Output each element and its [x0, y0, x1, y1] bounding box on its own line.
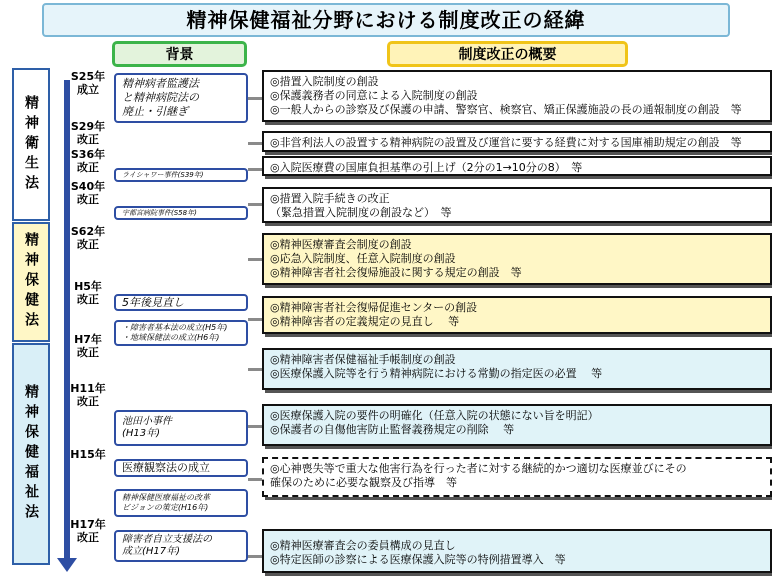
background-item: 5年後見直し: [114, 294, 248, 311]
overview-item: ◎精神障害者社会復帰促進センターの創設 ◎精神障害者の定義規定の見直し 等: [262, 296, 772, 334]
background-item: ライシャワー事件(S39年): [114, 168, 248, 182]
connector-line: [248, 555, 262, 558]
overview-item: ◎措置入院制度の創設 ◎保護義務者の同意による入院制度の創設 ◎一般人からの診察及び保護の申請、警察官、検察官、矯正保護施設の長の通報制度の創設 等: [262, 70, 772, 122]
year-s29: S29年 改正: [70, 120, 106, 146]
year-s25: S25年 成立: [70, 70, 106, 96]
overview-item: ◎入院医療費の国庫負担基準の引上げ（2分の1→10分の8） 等: [262, 156, 772, 176]
connector-line: [248, 425, 262, 428]
background-item: 障害者自立支援法の 成立(H17年): [114, 530, 248, 562]
connector-line: [248, 142, 262, 145]
year-h15: H15年: [70, 448, 106, 461]
background-item: 精神病者監護法 と精神病院法の 廃止・引継ぎ: [114, 73, 248, 123]
overview-header: 制度改正の概要: [387, 41, 628, 67]
law-mental-hygiene: 精神衛生法: [12, 68, 50, 221]
year-s40: S40年 改正: [70, 180, 106, 206]
connector-line: [248, 97, 262, 100]
law-mental-health: 精神保健法: [12, 222, 50, 342]
year-h7: H7年 改正: [74, 333, 102, 359]
year-h11: H11年 改正: [70, 382, 106, 408]
overview-item: ◎非営利法人の設置する精神病院の設置及び運営に要する経費に対する国庫補助規定の創設 等: [262, 131, 772, 152]
overview-item: ◎精神障害者保健福祉手帳制度の創設 ◎医療保護入院等を行う精神病院における常勤の指定医の必置 等: [262, 348, 772, 390]
connector-line: [248, 368, 262, 371]
background-item: 医療観察法の成立: [114, 459, 248, 477]
connector-line: [248, 168, 262, 171]
overview-item: ◎措置入院手続きの改正 （緊急措置入院制度の創設など） 等: [262, 187, 772, 223]
connector-line: [248, 478, 262, 481]
overview-item: ◎精神医療審査会制度の創設 ◎応急入院制度、任意入院制度の創設 ◎精神障害者社会復帰施設に関する規定の創設 等: [262, 233, 772, 285]
page-title: 精神保健福祉分野における制度改正の経緯: [42, 3, 730, 37]
overview-item: ◎精神医療審査会の委員構成の見直し ◎特定医師の診察による医療保護入院等の特例措置導入 等: [262, 529, 772, 573]
connector-line: [248, 318, 262, 321]
timeline-arrow-icon: [57, 558, 77, 572]
background-header: 背景: [112, 41, 247, 67]
background-item: ・障害者基本法の成立(H5年) ・地域保健法の成立(H6年): [114, 320, 248, 346]
year-s62: S62年 改正: [70, 225, 106, 251]
overview-item: ◎心神喪失等で重大な他害行為を行った者に対する継続的かつ適切な医療並びにその 確保のために必要な観察及び指導 等: [262, 457, 772, 497]
year-s36: S36年 改正: [70, 148, 106, 174]
connector-line: [248, 203, 262, 206]
law-mental-health-welfare: 精神保健福祉法: [12, 343, 50, 565]
connector-line: [248, 258, 262, 261]
overview-item: ◎医療保護入院の要件の明確化（任意入院の状態にない旨を明記） ◎保護者の自傷他害防止監督義務規定の削除 等: [262, 404, 772, 446]
year-h17: H17年 改正: [70, 518, 106, 544]
background-item: 宇都宮病院事件(S58年): [114, 206, 248, 220]
year-h5: H5年 改正: [74, 280, 102, 306]
background-item: 精神保健医療福祉の改革 ビジョンの策定(H16年): [114, 489, 248, 517]
background-item: 池田小事件 (H13年): [114, 410, 248, 446]
